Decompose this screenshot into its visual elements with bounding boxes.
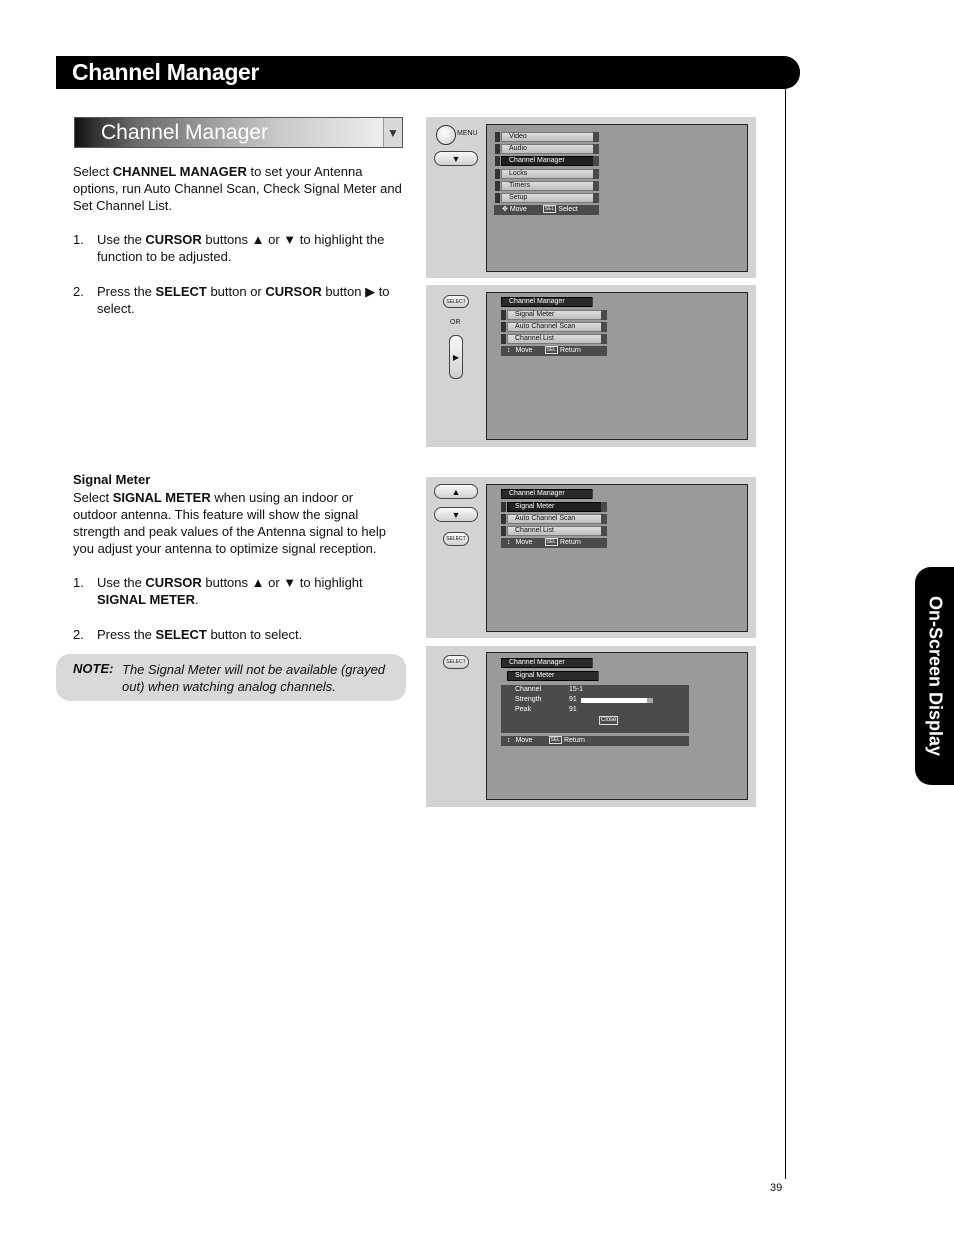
note-label: NOTE: xyxy=(73,661,114,676)
page-title: Channel Manager xyxy=(72,59,260,85)
menu-item-audio: Audio xyxy=(501,144,599,154)
osd-screen-signal-meter xyxy=(486,652,748,800)
page-number: 39 xyxy=(770,1182,783,1194)
menu-item-locks: Locks xyxy=(501,169,599,179)
cm-title: Channel Manager xyxy=(501,489,599,499)
strength-bar-track xyxy=(581,698,653,703)
help-bar: ↕ Move SEL Return xyxy=(501,538,607,548)
menu-label: MENU xyxy=(457,130,478,137)
cm-item-auto-channel-scan: Auto Channel Scan xyxy=(507,514,607,524)
triangle-down-icon: ▼ xyxy=(383,118,402,147)
osd-panel-main-menu xyxy=(426,117,756,278)
cm-title: Channel Manager xyxy=(501,658,599,668)
signal-step-2: 2. Press the SELECT button to select. xyxy=(73,627,303,642)
menu-button-icon xyxy=(436,125,456,145)
select-button-icon: SELECT xyxy=(443,532,469,546)
or-label: OR xyxy=(450,319,461,326)
cursor-down-button-icon: ▼ xyxy=(434,507,478,522)
cm-item-signal-meter: Signal Meter xyxy=(507,502,607,512)
close-button: Close xyxy=(601,717,617,723)
osd-panel-highlight-signal-meter xyxy=(426,477,756,638)
cursor-up-button-icon: ▲ xyxy=(434,484,478,499)
signal-meter-panel: Channel 15-1 Strength 91 Peak 91 Close xyxy=(501,685,689,733)
vertical-divider xyxy=(785,89,786,1179)
intro-paragraph: Select CHANNEL MANAGER to set your Antenna options, run Auto Channel Scan, Check Signal Meter and Set Channel List. xyxy=(73,164,402,213)
up-down-arrows-icon: ↕ xyxy=(507,539,511,546)
osd-panel-channel-manager xyxy=(426,285,756,447)
select-button-icon: SELECT xyxy=(443,655,469,669)
signal-meter-heading: Signal Meter xyxy=(73,472,151,487)
osd-screen-main-menu xyxy=(486,124,748,272)
cm-item-signal-meter: Signal Meter xyxy=(507,310,607,320)
cm-title: Channel Manager xyxy=(501,297,599,307)
cm-item-channel-list: Channel List xyxy=(507,526,607,536)
sm-title: Signal Meter xyxy=(507,671,605,681)
strength-bar-fill xyxy=(581,698,647,703)
osd-screen-highlight-signal-meter xyxy=(486,484,748,632)
select-button-icon: SELECT xyxy=(443,295,469,308)
menu-item-timers: Timers xyxy=(501,181,599,191)
cursor-right-button-icon: ▶ xyxy=(449,335,463,379)
help-bar: ↕ Move SEL Return xyxy=(501,346,607,356)
section-heading xyxy=(74,117,403,148)
up-down-arrows-icon: ↕ xyxy=(507,347,511,354)
help-bar: ↕ Move SEL Return xyxy=(501,736,689,746)
osd-screen-channel-manager xyxy=(486,292,748,440)
menu-item-channel-manager: Channel Manager xyxy=(501,156,599,166)
menu-item-setup: Setup xyxy=(501,193,599,203)
signal-meter-paragraph: Select SIGNAL METER when using an indoor or outdoor antenna. This feature will show the signal strength and peak values of the Antenna signal to help you adjust your antenna to optimize signal reception. xyxy=(73,490,386,556)
move-arrows-icon: ✥ xyxy=(502,206,508,213)
intro-step-1: 1. Use the CURSOR buttons ▲ or ▼ to highlight the function to be adjusted. xyxy=(73,232,385,264)
section-title: Channel Manager xyxy=(101,121,268,144)
osd-panel-signal-meter xyxy=(426,646,756,807)
menu-item-video: Video xyxy=(501,132,599,142)
cursor-down-button-icon: ▼ xyxy=(434,151,478,166)
note-box xyxy=(56,654,406,701)
side-tab-label: On-Screen Display xyxy=(925,595,945,757)
side-tab xyxy=(915,567,954,785)
help-bar: ✥ Move SEL Select xyxy=(494,205,599,215)
signal-step-1: 1. Use the CURSOR buttons ▲ or ▼ to highlight SIGNAL METER. xyxy=(73,575,363,607)
note-text: The Signal Meter will not be available (grayed out) when watching analog channels. xyxy=(122,662,386,694)
cm-item-channel-list: Channel List xyxy=(507,334,607,344)
up-down-arrows-icon: ↕ xyxy=(507,737,511,744)
intro-step-2: 2. Press the SELECT button or CURSOR button ▶ to select. xyxy=(73,284,390,316)
page-header-bar xyxy=(56,56,800,89)
cm-item-auto-channel-scan: Auto Channel Scan xyxy=(507,322,607,332)
